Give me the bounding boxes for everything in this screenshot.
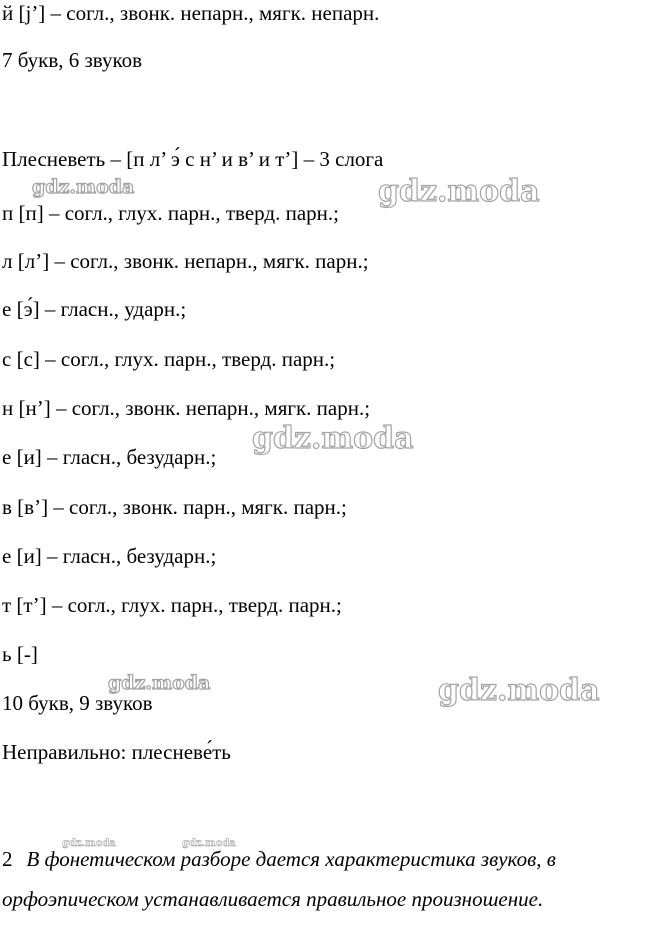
note-line-1: [2, 846, 556, 872]
text-line-3: Плесневеть – [п л’ э́ с н’ и в’ и т’] – 3 слога: [2, 147, 384, 171]
watermark-logo: gdz.moda: [252, 421, 414, 456]
watermark-logo: gdz.moda: [62, 838, 116, 849]
watermark-logo: gdz.moda: [438, 673, 600, 708]
text-line-10: в [в’] – согл., звонк. парн., мягк. парн.;: [2, 495, 347, 519]
text-line-9: е [и] – гласн., безударн.;: [2, 445, 217, 469]
text-line-11: е [и] – гласн., безударн.;: [2, 544, 217, 568]
text-line-6: е [э́] – гласн., ударн.;: [2, 297, 187, 321]
text-line-2: 7 букв, 6 звуков: [2, 48, 143, 72]
note-number: 2: [2, 847, 13, 871]
text-line-14: 10 букв, 9 звуков: [2, 691, 153, 715]
text-line-12: т [т’] – согл., глух. парн., тверд. парн.;: [2, 593, 342, 617]
watermark-logo: gdz.moda: [378, 174, 540, 209]
text-line-8: н [н’] – согл., звонк. непарн., мягк. парн.;: [2, 396, 371, 420]
watermark-logo: gdz.moda: [182, 838, 236, 849]
text-line-1: й [j’] – согл., звонк. непарн., мягк. непарн.: [2, 1, 380, 25]
text-line-13: ь [-]: [2, 642, 38, 666]
watermark-logo: gdz.moda: [32, 176, 135, 198]
text-line-7: с [с] – согл., глух. парн., тверд. парн.;: [2, 347, 336, 371]
text-line-15: Неправильно: плесневе́ть: [2, 740, 231, 764]
text-line-4: п [п] – согл., глух. парн., тверд. парн.;: [2, 201, 339, 225]
note-line-2: орфоэпическом устанавливается правильное произношение.: [2, 887, 544, 911]
text-line-5: л [л’] – согл., звонк. непарн., мягк. парн.;: [2, 249, 369, 273]
watermark-logo: gdz.moda: [108, 672, 211, 694]
note-text-1: В фонетическом разборе дается характеристика звуков, в: [26, 847, 556, 871]
